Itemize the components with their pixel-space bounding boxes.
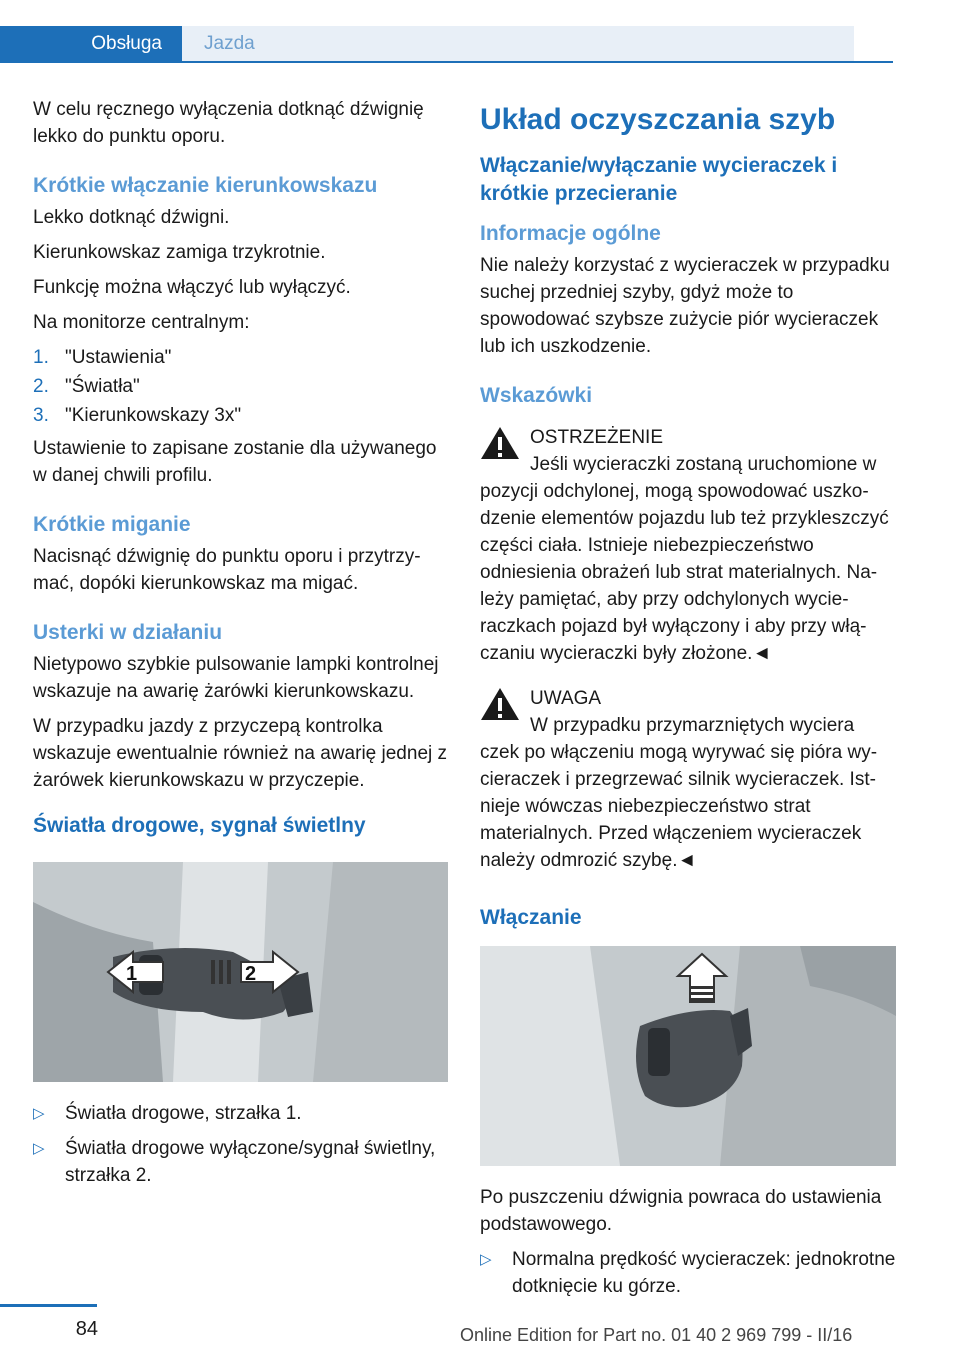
steps-list bbox=[33, 344, 448, 429]
paragraph: Nietypowo szybkie pulsowanie lampki kontrolnej wskazuje na awarię żarówki kierunkowskazu. bbox=[33, 654, 439, 702]
warning-heading: OSTRZEŻENIE bbox=[530, 427, 664, 448]
warning-block bbox=[480, 424, 896, 667]
warning-triangle-icon bbox=[480, 687, 520, 721]
footer-rule bbox=[0, 1304, 97, 1307]
caution-first-line: W przypadku przymarzniętych wyciera bbox=[530, 715, 855, 736]
section-title-switching-on: Włączanie bbox=[480, 906, 582, 929]
list-item bbox=[33, 402, 448, 429]
header-tabs bbox=[0, 26, 854, 62]
bullet-text: Światła drogowe wyłączone/sygnał świetlny, strzałka 2. bbox=[65, 1138, 436, 1186]
page-title: Układ oczyszczania szyb bbox=[480, 103, 836, 136]
paragraph: Kierunkowskaz zamiga trzykrotnie. bbox=[33, 242, 326, 263]
wiper-lever-illustration bbox=[480, 946, 896, 1166]
step-number: 2. bbox=[33, 376, 49, 397]
paragraph: Lekko dotknąć dźwigni. bbox=[33, 207, 230, 228]
section-title-wipers: Włączanie/wyłączanie wycieraczek i krótkie przecieranie bbox=[480, 154, 838, 205]
high-beam-list bbox=[33, 1100, 448, 1189]
warning-rest: pozycji odchylonej, mogą spowodować uszkodzenie elementów pojazdu lub też przykleszczyć części ciała. Istnieje niebezpieczeństwo odniesienia obrażeń lub strat materialnych. Należy pamiętać, aby przy odchylonych wycieraczkach pojazd był wyłączony i aby przy włączaniu wycieraczki były złożone.◄ bbox=[480, 481, 889, 664]
step-text: "Ustawienia" bbox=[65, 347, 172, 368]
page-number: 84 bbox=[75, 1318, 98, 1340]
paragraph: Funkcję można włączyć lub wyłączyć. bbox=[33, 277, 351, 298]
list-item bbox=[33, 1135, 448, 1189]
step-number: 1. bbox=[33, 347, 49, 368]
paragraph: Na monitorze centralnym: bbox=[33, 312, 250, 333]
step-text: "Światła" bbox=[65, 376, 140, 397]
warning-first-line: Jeśli wycieraczki zostaną uruchomione w bbox=[530, 454, 877, 475]
paragraph: Ustawienie to zapisane zostanie dla używanego w danej chwili profilu. bbox=[33, 438, 437, 486]
section-title-tips: Wskazówki bbox=[480, 384, 593, 407]
section-title-short-indicator: Krótkie włączanie kierunkowskazu bbox=[33, 174, 378, 197]
paragraph: W przypadku jazdy z przyczepą kontrolka wskazuje ewentualnie również na awarię jednej z żarówek kierunkowskazu w przyczepie. bbox=[33, 716, 448, 791]
list-item bbox=[480, 1246, 896, 1300]
high-beam-lever-photo bbox=[33, 862, 448, 1082]
arrow-label-2: 2 bbox=[245, 963, 257, 985]
list-item bbox=[33, 373, 448, 400]
caution-text bbox=[480, 712, 896, 874]
tab-obsluga[interactable]: Obsługa bbox=[0, 26, 182, 62]
list-item bbox=[33, 1100, 448, 1127]
triangle-bullet-icon: ▷ bbox=[33, 1105, 45, 1122]
caution-heading: UWAGA bbox=[530, 688, 602, 709]
caution-block bbox=[480, 685, 896, 874]
wiper-speed-list bbox=[480, 1246, 896, 1300]
section-title-malfunction: Usterki w działaniu bbox=[33, 621, 223, 644]
step-text: "Kierunkowskazy 3x" bbox=[65, 405, 242, 426]
arrow-label-1: 1 bbox=[126, 963, 138, 985]
paragraph: Nie należy korzystać z wycieraczek w przypadku suchej przedniej szyby, gdyż może to spowodować szybsze zużycie piór wycieraczek lub ich uszkodzenie. bbox=[480, 255, 890, 357]
left-column bbox=[33, 96, 448, 1197]
paragraph: Nacisnąć dźwignię do punktu oporu i przytrzymać, dopóki kierunkowskaz ma migać. bbox=[33, 546, 421, 594]
section-title-high-beam: Światła drogowe, sygnał świetlny bbox=[33, 814, 366, 837]
bullet-text: Normalna prędkość wycieraczek: jednokrotne dotknięcie ku górze. bbox=[512, 1249, 896, 1297]
lever-illustration bbox=[33, 862, 448, 1082]
triangle-bullet-icon: ▷ bbox=[480, 1251, 492, 1268]
warning-text bbox=[480, 451, 896, 667]
bullet-text: Światła drogowe, strzałka 1. bbox=[65, 1103, 302, 1124]
edition-footer: Online Edition for Part no. 01 40 2 969 799 - II/16 bbox=[460, 1325, 853, 1345]
wiper-lever-photo bbox=[480, 946, 896, 1166]
section-title-general: Informacje ogólne bbox=[480, 222, 661, 245]
right-column bbox=[480, 102, 896, 1308]
list-item bbox=[33, 344, 448, 371]
triangle-bullet-icon: ▷ bbox=[33, 1140, 45, 1157]
step-number: 3. bbox=[33, 405, 49, 426]
intro-paragraph: W celu ręcznego wyłączenia dotknąć dźwignię lekko do punktu oporu. bbox=[33, 99, 424, 147]
warning-triangle-icon bbox=[480, 426, 520, 460]
tab-jazda[interactable]: Jazda bbox=[182, 26, 854, 62]
paragraph: Po puszczeniu dźwignia powraca do ustawienia podstawowego. bbox=[480, 1187, 882, 1235]
header-rule bbox=[0, 61, 893, 63]
section-title-short-flash: Krótkie miganie bbox=[33, 513, 191, 536]
caution-rest: czek po włączeniu mogą wyrywać się pióra wycieraczek i przegrzewać silnik wycieraczek. Istnieje wówczas niebezpieczeństwo strat materialnych. Przed włączeniem wycieraczek należy odmrozić szybę.◄ bbox=[480, 742, 878, 871]
